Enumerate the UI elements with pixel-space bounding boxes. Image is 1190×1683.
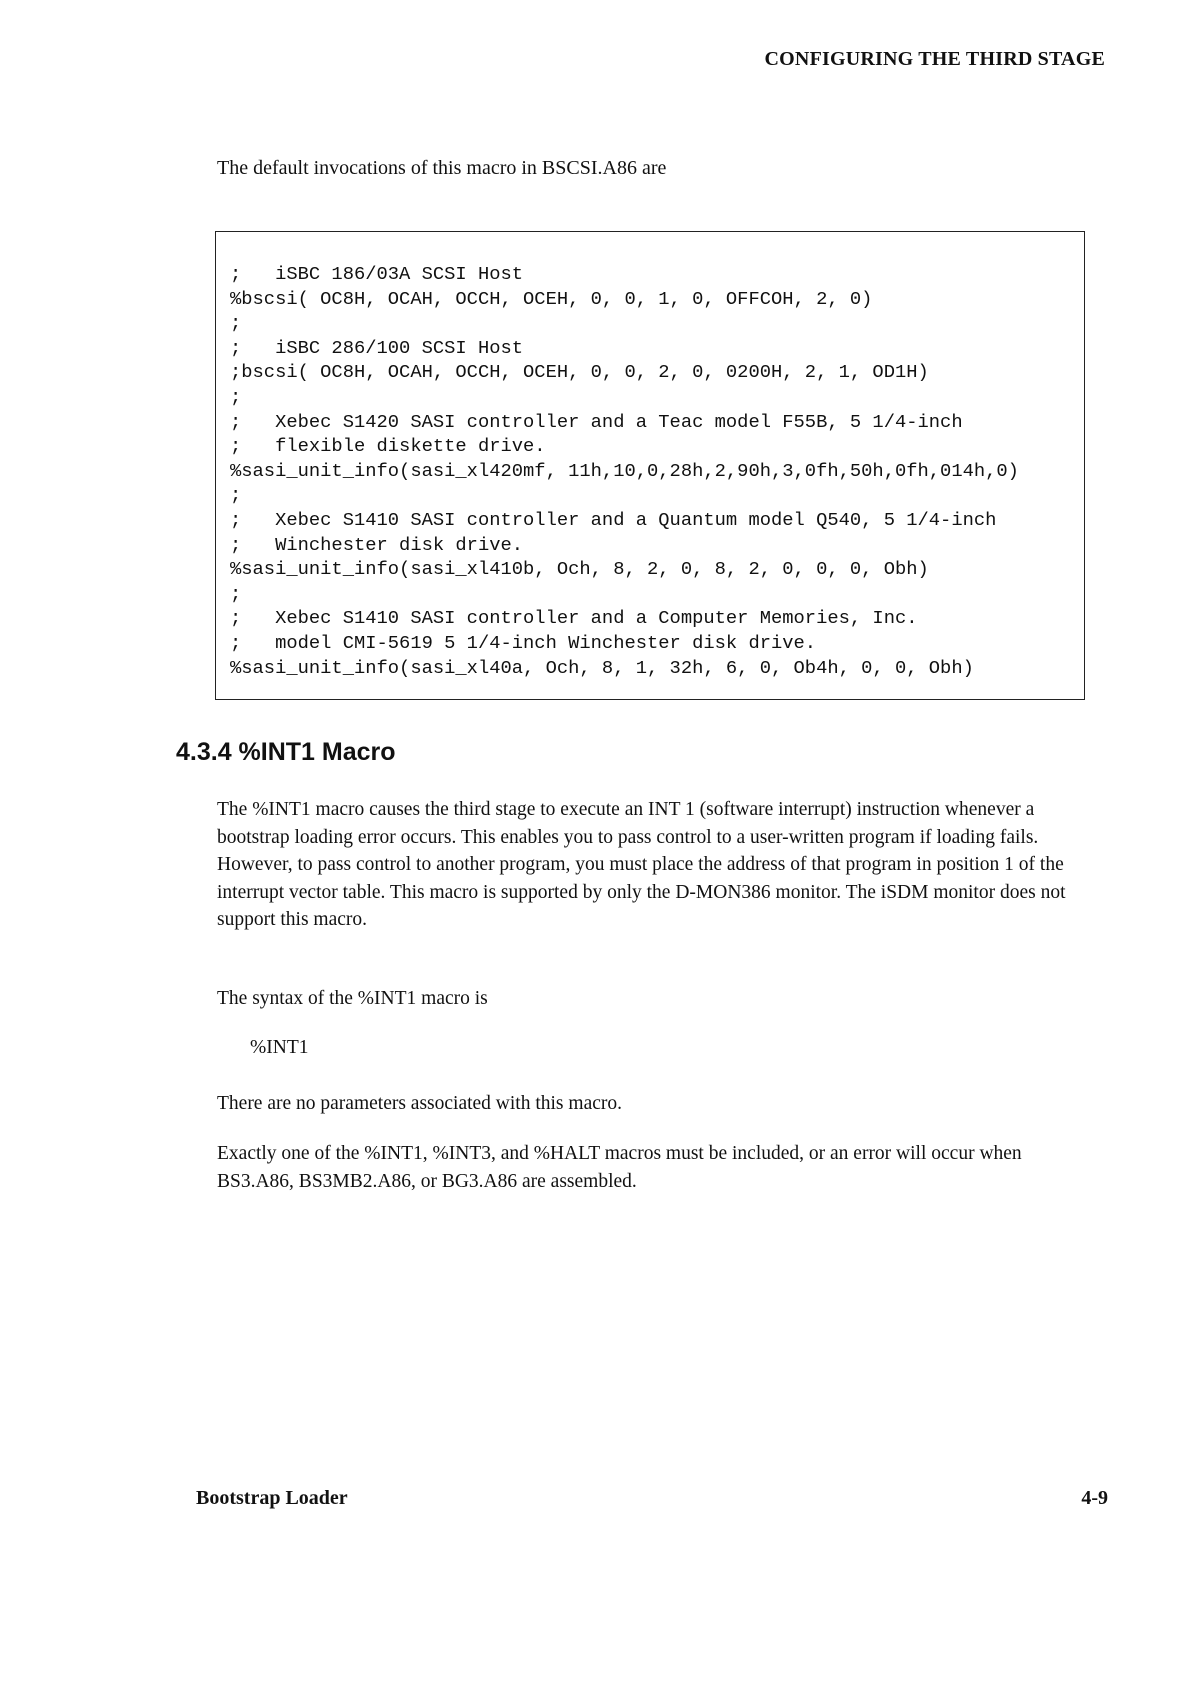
code-line: ; [230, 484, 242, 507]
code-line: %bscsi( OC8H, OCAH, OCCH, OCEH, 0, 0, 1, 0, OFFCOH, 2, 0) [230, 287, 873, 310]
code-listing [230, 262, 1084, 680]
section-heading: 4.3.4 %INT1 Macro [176, 738, 396, 766]
code-line: %sasi_unit_info(sasi_xl40a, Och, 8, 1, 32h, 6, 0, Ob4h, 0, 0, Obh) [230, 656, 974, 679]
code-line: %sasi_unit_info(sasi_xl410b, Och, 8, 2, 0, 8, 2, 0, 0, 0, Obh) [230, 558, 929, 581]
code-line: ; flexible diskette drive. [230, 435, 546, 458]
intro-text: The default invocations of this macro in BSCSI.A86 are [217, 157, 667, 179]
code-line: ; [230, 582, 242, 605]
code-line: ; Xebec S1410 SASI controller and a Computer Memories, Inc. [230, 607, 918, 630]
code-line: ; iSBC 286/100 SCSI Host [230, 336, 524, 359]
code-listing-box [215, 231, 1085, 700]
code-line: ; model CMI-5619 5 1/4-inch Winchester disk drive. [230, 631, 817, 654]
code-line: ; Xebec S1420 SASI controller and a Teac model F55B, 5 1/4-inch [230, 410, 963, 433]
code-line: ; [230, 385, 242, 408]
code-line: ; [230, 312, 242, 335]
page-number: 4-9 [1081, 1487, 1108, 1509]
code-line: ;bscsi( OC8H, OCAH, OCCH, OCEH, 0, 0, 2, 0, 0200H, 2, 1, OD1H) [230, 361, 929, 384]
paragraph-parameters: There are no parameters associated with this macro. [217, 1093, 622, 1114]
syntax-sample: %INT1 [250, 1037, 309, 1058]
code-line: ; Winchester disk drive. [230, 533, 524, 556]
paragraph-description: The %INT1 macro causes the third stage to execute an INT 1 (software interrupt) instruction whenever a bootstrap loading error occurs. This enables you to pass control to a user-written program if loading fails. However, to pass control to another program, you must place the address of that program in position 1 of the interrupt vector table. This macro is supported by only the D-MON386 monitor. The iSDM monitor does not support this macro. [217, 799, 1066, 930]
code-line: ; Xebec S1410 SASI controller and a Quantum model Q540, 5 1/4-inch [230, 508, 997, 531]
footer-title: Bootstrap Loader [196, 1487, 348, 1509]
code-line: %sasi_unit_info(sasi_xl420mf, 11h,10,0,28h,2,90h,3,0fh,50h,0fh,014h,0) [230, 459, 1019, 482]
paragraph-syntax-intro: The syntax of the %INT1 macro is [217, 988, 488, 1009]
code-line: ; iSBC 186/03A SCSI Host [230, 263, 524, 285]
paragraph-exclusivity-note: Exactly one of the %INT1, %INT3, and %HALT macros must be included, or an error will occur when BS3.A86, BS3MB2.A86, or BG3.A86 are assembled. [217, 1143, 1022, 1192]
running-header: CONFIGURING THE THIRD STAGE [764, 48, 1105, 70]
